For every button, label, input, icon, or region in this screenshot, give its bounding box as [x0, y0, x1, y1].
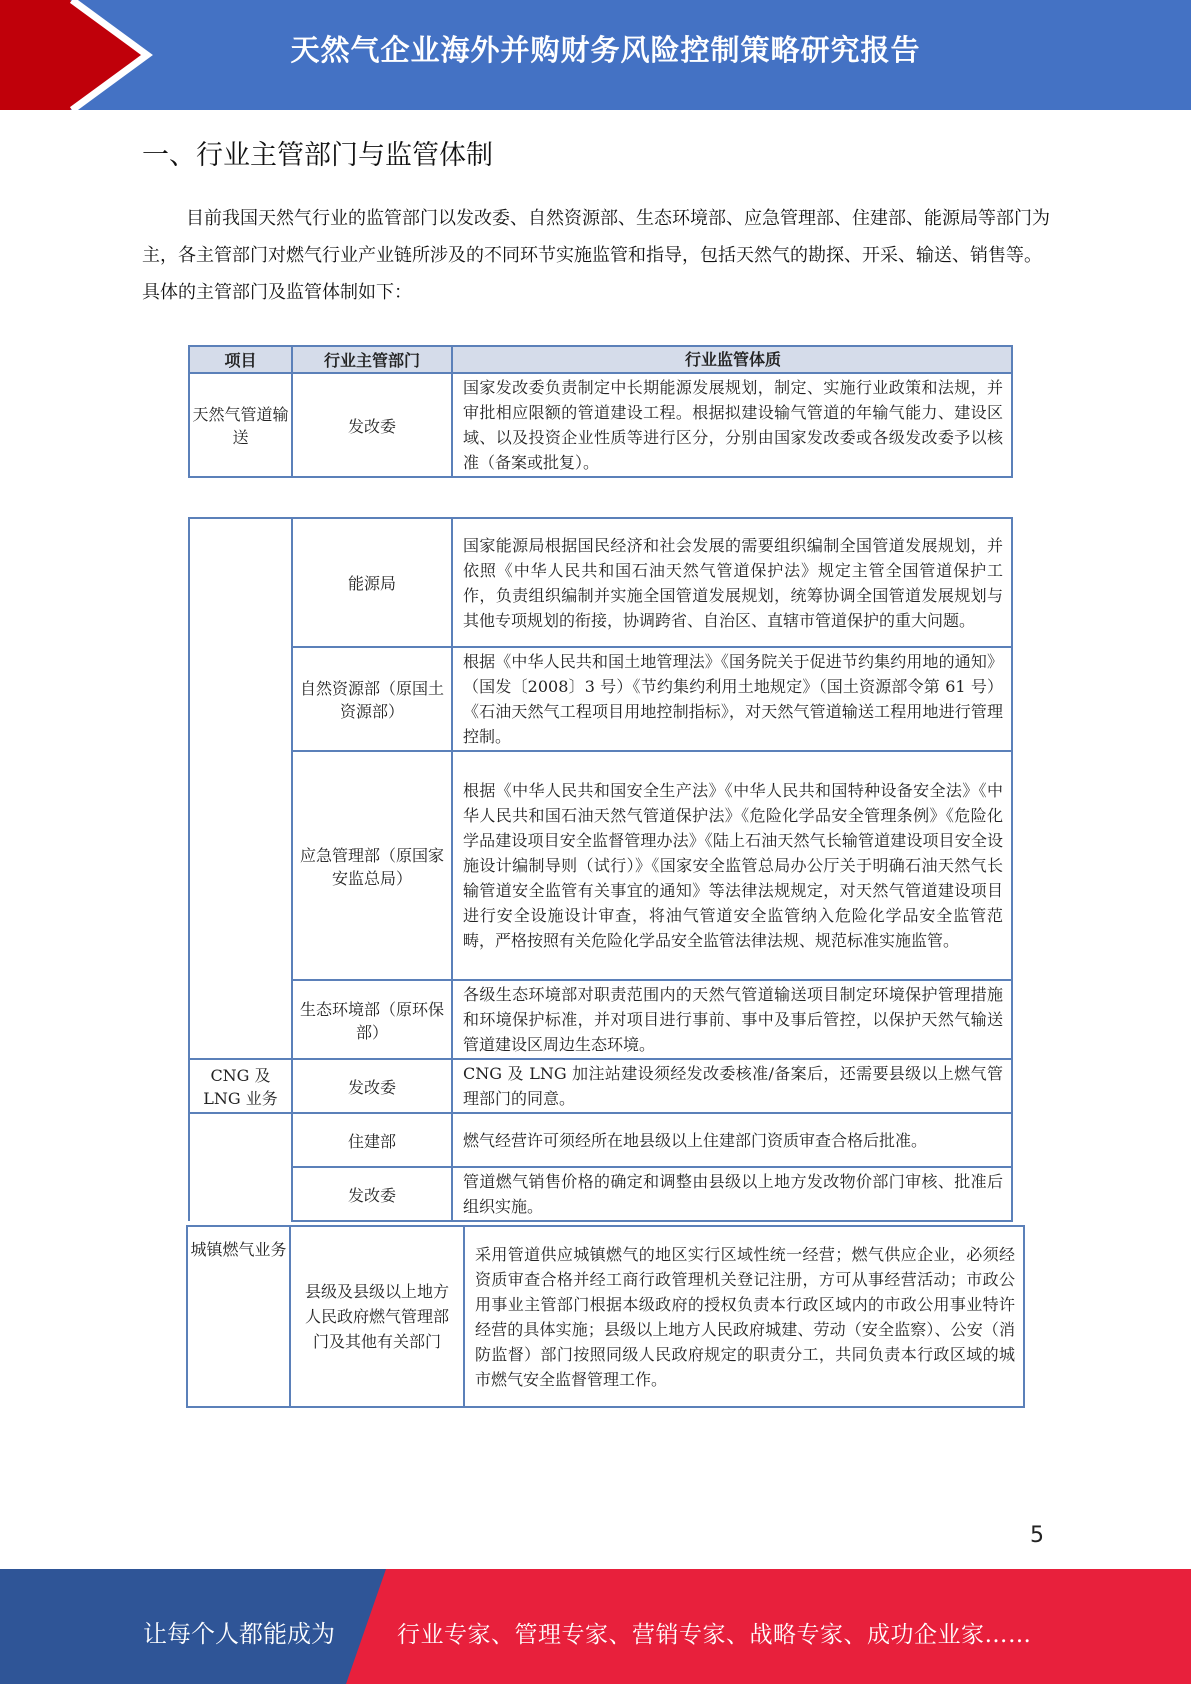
table-row [187, 1226, 1024, 1407]
header-item: 项目 [189, 346, 292, 373]
cell-department: 能源局 [292, 518, 452, 647]
report-title: 天然气企业海外并购财务风险控制策略研究报告 [290, 33, 921, 67]
regulation-table-3 [186, 1225, 1025, 1408]
header-regulation: 行业监管体质 [452, 346, 1012, 373]
section-title: 一、行业主管部门与监管体制 [142, 140, 493, 171]
cell-regulation: 各级生态环境部对职责范围内的天然气管道输送项目制定环境保护管理措施和环境保护标准，并对项目进行事前、事中及事后管控，以保护天然气输送管道建设区周边生态环境。 [452, 980, 1012, 1059]
cell-regulation: 管道燃气销售价格的确定和调整由县级以上地方发改物价部门审核、批准后组织实施。 [452, 1167, 1012, 1221]
page-footer [0, 1569, 1191, 1684]
cell-department: 住建部 [292, 1113, 452, 1167]
cell-item: 城镇燃气业务 [187, 1226, 290, 1407]
intro-paragraph: 目前我国天然气行业的监管部门以发改委、自然资源部、生态环境部、应急管理部、住建部、能源局等部门为主，各主管部门对燃气行业产业链所涉及的不同环节实施监管和指导，包括天然气的勘探、开采、输送、销售等。具体的主管部门及监管体制如下： [142, 208, 1050, 303]
table-row [189, 373, 1012, 477]
regulation-table-2 [188, 517, 1013, 1222]
cell-item-empty [189, 1113, 292, 1221]
table-row [189, 751, 1012, 980]
cell-regulation: 采用管道供应城镇燃气的地区实行区域性统一经营；燃气供应企业，必须经资质审查合格并经工商行政管理机关登记注册，方可从事经营活动；市政公用事业主管部门根据本级政府的授权负责本行政区域内的市政公用事业特许经营的具体实施；县级以上地方人民政府城建、劳动（安全监察）、公安（消防监督）部门按照同级人民政府规定的职责分工，共同负责本行政区域的城市燃气安全监督管理工作。 [464, 1226, 1024, 1407]
cell-item-empty [189, 518, 292, 1059]
table-row [189, 1113, 1012, 1167]
cell-regulation: 根据《中华人民共和国安全生产法》《中华人民共和国特种设备安全法》《中华人民共和国石油天然气管道保护法》《危险化学品安全管理条例》《危险化学品建设项目安全监督管理办法》《陆上石油天然气长输管道建设项目安全设施设计编制导则（试行）》《国家安全监管总局办公厅关于明确石油天然气长输管道安全监管有关事宜的通知》等法律法规规定，对天然气管道建设项目进行安全设施设计审查，将油气管道安全监管纳入危险化学品安全监管范畴，严格按照有关危险化学品安全监管法律法规、规范标准实施监管。 [452, 751, 1012, 980]
table-row [189, 1167, 1012, 1221]
cell-regulation: 燃气经营许可须经所在地县级以上住建部门资质审查合格后批准。 [452, 1113, 1012, 1167]
table-row [189, 980, 1012, 1059]
footer-slogan-left: 让每个人都能成为 [143, 1620, 335, 1648]
table-row [189, 1059, 1012, 1113]
footer-slogan-right: 行业专家、管理专家、营销专家、战略专家、成功企业家…… [397, 1622, 1032, 1648]
table-row [189, 647, 1012, 751]
cell-item: 天然气管道输送 [189, 373, 292, 477]
page-header [0, 0, 1191, 110]
page-number: 5 [1030, 1523, 1044, 1548]
cell-department: 自然资源部（原国土资源部） [292, 647, 452, 751]
cell-regulation: 国家能源局根据国民经济和社会发展的需要组织编制全国管道发展规划，并依照《中华人民共和国石油天然气管道保护法》规定主管全国管道保护工作，负责组织编制并实施全国管道发展规划，统筹协调全国管道发展规划与其他专项规划的衔接，协调跨省、自治区、直辖市管道保护的重大问题。 [452, 518, 1012, 647]
cell-department: 县级及县级以上地方人民政府燃气管理部门及其他有关部门 [290, 1226, 464, 1407]
cell-department: 发改委 [292, 1167, 452, 1221]
cell-department: 应急管理部（原国家安监总局） [292, 751, 452, 980]
table-header-row [189, 346, 1012, 373]
cell-department: 生态环境部（原环保部） [292, 980, 452, 1059]
cell-department: 发改委 [292, 373, 452, 477]
cell-item: CNG 及 LNG 业务 [189, 1059, 292, 1113]
regulation-table-1 [188, 345, 1013, 478]
cell-regulation: CNG 及 LNG 加注站建设须经发改委核准/备案后，还需要县级以上燃气管理部门的同意。 [452, 1059, 1012, 1113]
header-department: 行业主管部门 [292, 346, 452, 373]
cell-department: 发改委 [292, 1059, 452, 1113]
table-row [189, 518, 1012, 647]
cell-regulation: 根据《中华人民共和国土地管理法》《国务院关于促进节约集约用地的通知》（国发〔2008〕3 号）《节约集约利用土地规定》（国土资源部令第 61 号）《石油天然气工程项目用地控制指标》，对天然气管道输送工程用地进行管理控制。 [452, 647, 1012, 751]
cell-regulation: 国家发改委负责制定中长期能源发展规划，制定、实施行业政策和法规，并审批相应限额的管道建设工程。根据拟建设输气管道的年输气能力、建设区域、以及投资企业性质等进行区分，分别由国家发改委或各级发改委予以核准（备案或批复）。 [452, 373, 1012, 477]
